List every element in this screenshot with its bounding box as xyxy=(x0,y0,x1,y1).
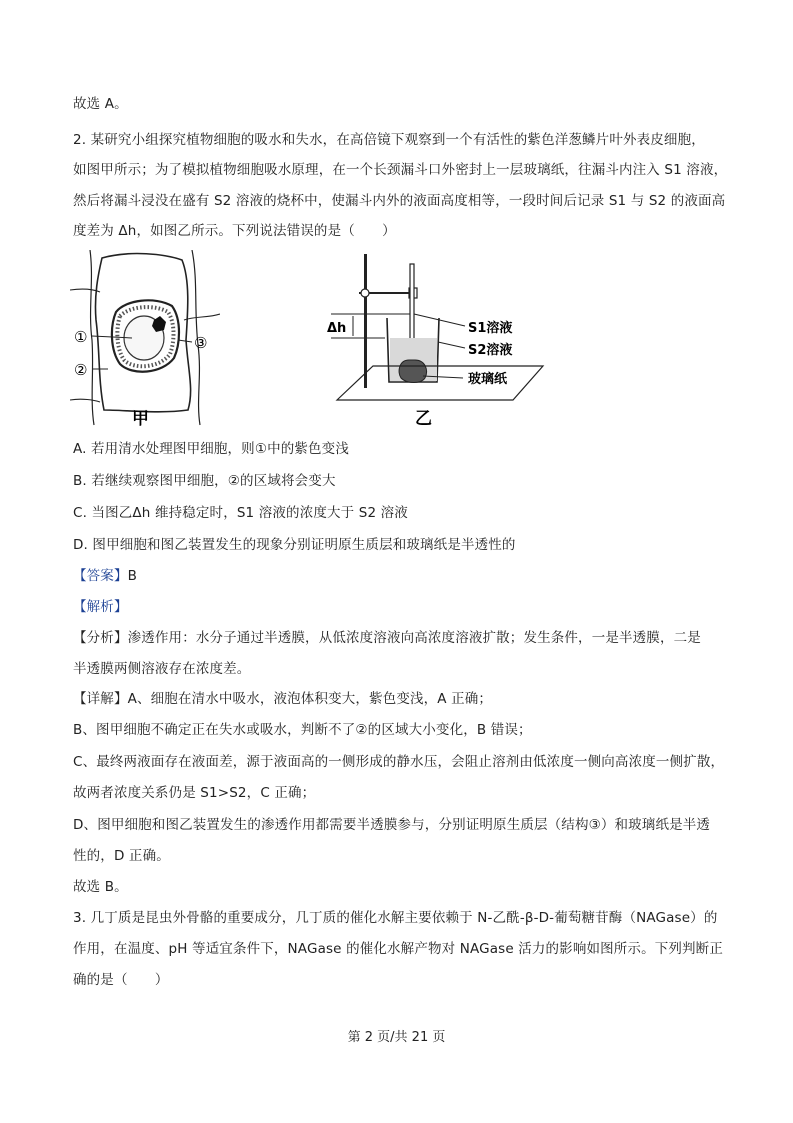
answer-tag: 【答案】 xyxy=(73,568,128,584)
option-b: B. 若继续观察图甲细胞，②的区域将会变大 xyxy=(73,473,336,489)
text-line: 作用，在温度、pH 等适宜条件下，NAGase 的催化水解产物对 NAGase 活力的影响如图所示。下列判断正 xyxy=(73,941,723,957)
xiangjie-line xyxy=(73,689,492,709)
fenxi-line xyxy=(73,628,701,648)
text-line: 如图甲所示；为了模拟植物细胞吸水原理，在一个长颈漏斗口外密封上一层玻璃纸，往漏斗内注入 S1 溶液， xyxy=(73,162,728,178)
text-line: 确的是（ ） xyxy=(73,972,169,988)
figure-jia-caption: 甲 xyxy=(132,409,149,429)
figure-yi-apparatus xyxy=(325,250,550,430)
fenxi-text: 渗透作用：水分子通过半透膜，从低浓度溶液向高浓度溶液扩散；发生条件，一是半透膜，二是 xyxy=(127,630,701,646)
question-3-stem: 3. 几丁质是昆虫外骨骼的重要成分，几丁质的催化水解主要依赖于 N-乙酰-β-D-葡萄糖苷酶（NAGase）的 xyxy=(73,910,718,926)
label-paper: 玻璃纸 xyxy=(468,372,508,387)
answer-line xyxy=(73,566,137,586)
xiangjie-b: B、图甲细胞不确定正在失水或吸水，判断不了②的区域大小变化，B 错误； xyxy=(73,722,532,738)
answer-value: B xyxy=(127,568,138,584)
option-a: A. 若用清水处理图甲细胞，则①中的紫色变浅 xyxy=(73,441,349,457)
fenxi-line-2: 半透膜两侧溶液存在浓度差。 xyxy=(73,661,251,677)
label-3: ③ xyxy=(194,334,208,352)
figure-jia-cell-diagram xyxy=(70,250,220,430)
xiangjie-d2: 性的，D 正确。 xyxy=(73,848,170,864)
label-1: ① xyxy=(74,328,88,346)
option-c: C. 当图乙Δh 维持稳定时，S1 溶液的浓度大于 S2 溶液 xyxy=(73,505,408,521)
xiangjie-a: A、细胞在清水中吸水，液泡体积变大，紫色变浅，A 正确； xyxy=(127,691,493,707)
question-2-stem: 2. 某研究小组探究植物细胞的吸水和失水，在高倍镜下观察到一个有活性的紫色洋葱鳞片叶外表皮细胞， xyxy=(73,132,705,148)
analysis-line xyxy=(73,597,128,617)
xiangjie-end: 故选 B。 xyxy=(73,879,128,895)
text-line: 度差为 Δh，如图乙所示。下列说法错误的是（ ） xyxy=(73,223,396,239)
xiangjie-tag: 【详解】 xyxy=(73,691,128,707)
label-s1: S1溶液 xyxy=(468,321,513,336)
figure-yi-caption: 乙 xyxy=(415,409,432,429)
label-s2: S2溶液 xyxy=(468,343,513,358)
analysis-tag: 【解析】 xyxy=(73,599,128,615)
page-number: 第 2 页/共 21 页 xyxy=(347,1030,446,1045)
xiangjie-c2: 故两者浓度关系仍是 S1>S2，C 正确； xyxy=(73,785,316,801)
option-d: D. 图甲细胞和图乙装置发生的现象分别证明原生质层和玻璃纸是半透性的 xyxy=(73,537,516,553)
label-2: ② xyxy=(74,361,88,379)
xiangjie-d1: D、图甲细胞和图乙装置发生的渗透作用都需要半透膜参与，分别证明原生质层（结构③）和玻璃纸是半透 xyxy=(73,817,711,833)
label-delta-h: Δh xyxy=(327,321,347,336)
text-line: 故选 A。 xyxy=(73,96,128,112)
xiangjie-c1: C、最终两液面存在液面差，源于液面高的一侧形成的静水压，会阻止溶剂由低浓度一侧向高浓度一侧扩散， xyxy=(73,754,725,770)
text-line: 然后将漏斗浸没在盛有 S2 溶液的烧杯中，使漏斗内外的液面高度相等，一段时间后记录 S1 与 S2 的液面高 xyxy=(73,193,726,209)
fenxi-tag: 【分析】 xyxy=(73,630,128,646)
